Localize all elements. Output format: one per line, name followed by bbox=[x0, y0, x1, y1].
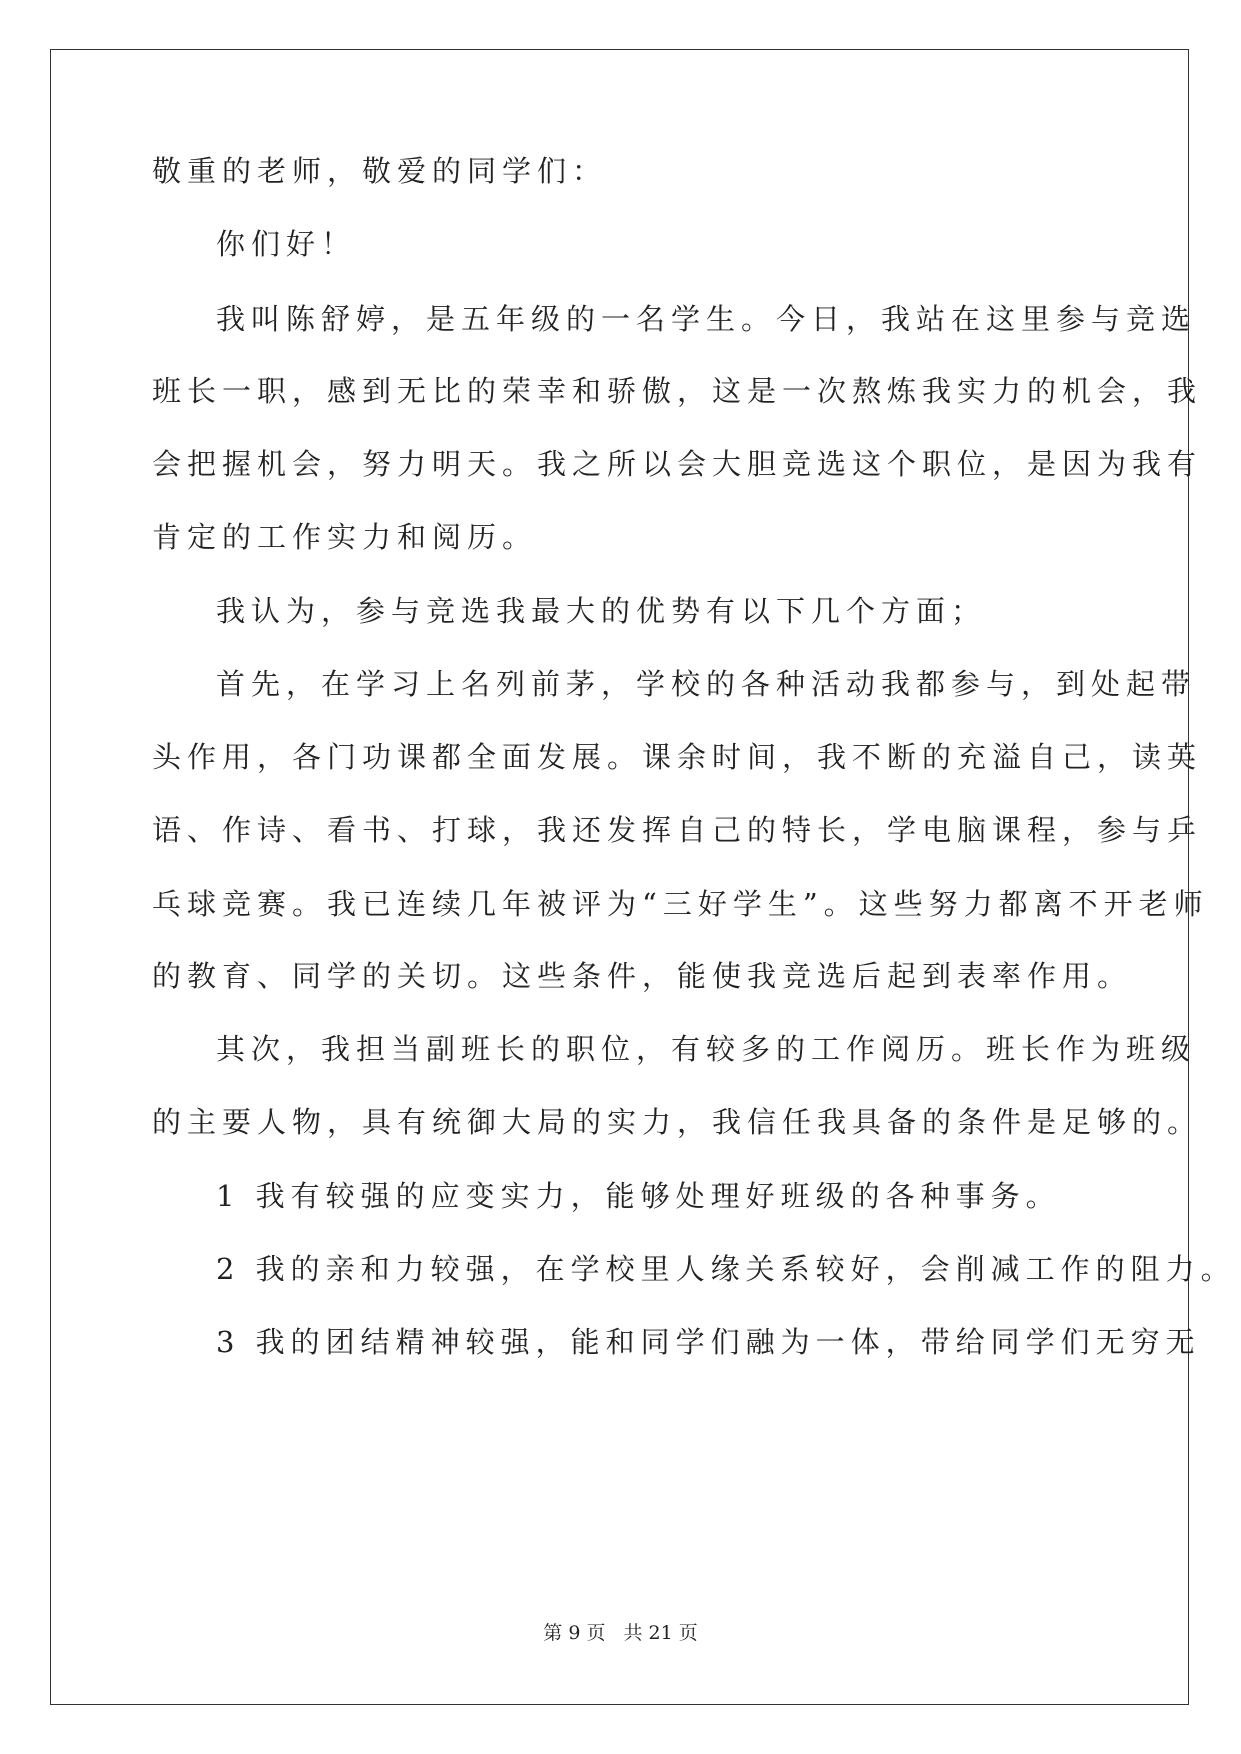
page-total: 共 21 页 bbox=[623, 1622, 698, 1644]
page-footer bbox=[0, 1618, 1241, 1645]
text-line: 班长一职，感到无比的荣幸和骄傲，这是一次熬炼我实力的机会，我 bbox=[152, 374, 1203, 408]
text-line: 你们好！ bbox=[216, 227, 357, 261]
text-line: 敬重的老师，敬爱的同学们： bbox=[152, 154, 608, 188]
text-line: 首先，在学习上名列前茅，学校的各种活动我都参与，到处起带 bbox=[216, 667, 1197, 701]
text-line: 语、作诗、看书、打球，我还发挥自己的特长，学电脑课程，参与乒 bbox=[152, 813, 1203, 847]
page-number: 第 9 页 bbox=[543, 1622, 606, 1644]
text-line: 乓球竞赛。我已连续几年被评为“三好学生”。这些努力都离不开老师 bbox=[152, 887, 1209, 921]
text-line: 我认为，参与竞选我最大的优势有以下几个方面； bbox=[216, 594, 987, 628]
page-border bbox=[50, 49, 1189, 1705]
text-line: 2 我的亲和力较强，在学校里人缘关系较好，会削减工作的阻力。 bbox=[216, 1252, 1236, 1286]
text-line: 其次，我担当副班长的职位，有较多的工作阅历。班长作为班级 bbox=[216, 1032, 1197, 1066]
text-line: 头作用，各门功课都全面发展。课余时间，我不断的充溢自己，读英 bbox=[152, 740, 1203, 774]
text-line: 的主要人物，具有统御大局的实力，我信任我具备的条件是足够的。 bbox=[152, 1105, 1203, 1139]
text-line: 的教育、同学的关切。这些条件，能使我竞选后起到表率作用。 bbox=[152, 959, 1133, 993]
text-line: 我叫陈舒婷，是五年级的一名学生。今日，我站在这里参与竞选 bbox=[216, 302, 1197, 336]
text-line: 1 我有较强的应变实力，能够处理好班级的各种事务。 bbox=[216, 1179, 1061, 1213]
text-line: 肯定的工作实力和阅历。 bbox=[152, 520, 538, 554]
text-line: 3 我的团结精神较强，能和同学们融为一体，带给同学们无穷无 bbox=[216, 1325, 1201, 1359]
text-line: 会把握机会，努力明天。我之所以会大胆竞选这个职位，是因为我有 bbox=[152, 447, 1203, 481]
